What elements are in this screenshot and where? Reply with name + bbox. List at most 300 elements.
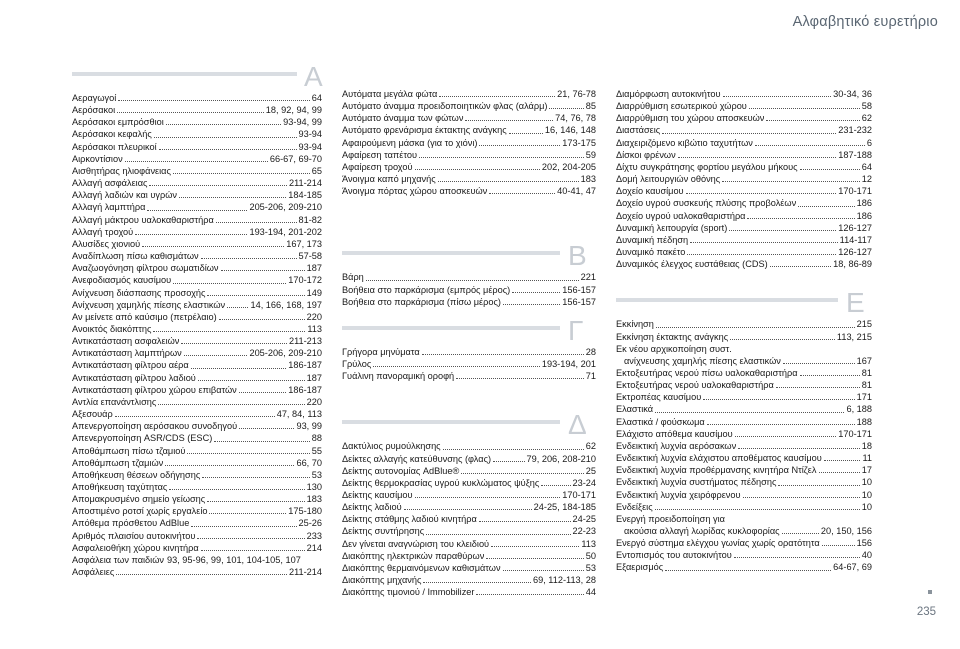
entry-pages: 215 [856, 319, 872, 330]
dot-leader [209, 513, 286, 514]
dot-leader [439, 96, 555, 97]
dot-leader [503, 304, 560, 305]
entry-term: Αφαίρεση ταπέτου [342, 149, 417, 160]
entry-term: Εκτροπέας καυσίμου [616, 392, 702, 403]
index-entry [72, 116, 322, 128]
index-entry [342, 358, 596, 370]
index-entry [616, 379, 872, 391]
entry-pages: 62 [585, 441, 596, 452]
page-header-title: Αλφαβητικό ευρετήριο [792, 14, 938, 30]
index-entry [72, 384, 322, 396]
dot-leader [191, 368, 287, 369]
entry-pages: 47, 84, 113 [276, 409, 322, 420]
index-entry [72, 92, 322, 104]
dot-leader [373, 366, 540, 367]
index-entry [72, 141, 322, 153]
entry-pages: 113 [581, 538, 596, 549]
dot-leader [149, 185, 286, 186]
dot-leader [118, 100, 309, 101]
entry-term: Δομή λειτουργιών οθόνης [616, 174, 721, 185]
dot-leader [489, 193, 555, 194]
dot-leader [770, 266, 831, 267]
entry-term: Δυναμικό πακέτο [616, 247, 686, 258]
entry-term: Αερόσακοι [72, 105, 116, 116]
dot-leader [419, 157, 584, 158]
entry-pages: 81 [861, 380, 872, 391]
entry-pages: 183 [580, 174, 596, 185]
entry-pages: 171 [856, 392, 872, 403]
entry-term: Ενδεικτική λυχνία ελάχιστου αποθέματος καυσίμου [616, 453, 822, 464]
entry-term: Αεραγωγοί [72, 93, 117, 103]
dot-leader [125, 161, 268, 162]
dot-leader [198, 380, 305, 381]
dot-leader [173, 283, 286, 284]
page-number: 235 [916, 606, 936, 618]
entry-pages: 24-25, 184-185 [533, 502, 596, 513]
index-entry [72, 396, 322, 408]
entry-term: Αλλαγή λαδιών και υγρών [72, 190, 177, 201]
entry-pages: 65 [311, 165, 322, 176]
index-entry [342, 173, 596, 185]
entry-pages: 184-185 [288, 190, 322, 201]
entry-term: Δίχτυ συγκράτησης φορτίου μεγάλου μήκους [616, 161, 798, 172]
index-entry [72, 445, 322, 457]
entry-pages: 114-117 [839, 234, 872, 245]
entry-pages: 23-24 [572, 477, 596, 488]
index-entry [342, 271, 596, 283]
index-entry [616, 428, 872, 440]
index-entry [72, 262, 322, 274]
section-rule [72, 72, 297, 76]
index-entry [616, 258, 872, 270]
index-entry [616, 185, 872, 197]
index-entry [616, 549, 872, 561]
dot-leader [461, 473, 584, 474]
dot-leader [690, 242, 838, 243]
entry-pages: 186-187 [288, 360, 322, 371]
dot-leader [735, 436, 837, 437]
entry-pages: 62 [861, 113, 872, 124]
index-entry [616, 88, 872, 100]
dot-leader [184, 355, 248, 356]
index-entry [72, 372, 322, 384]
entry-term: Αποθήκευση ταχύτητας [72, 482, 168, 492]
dot-leader [703, 399, 854, 400]
index-entry [72, 287, 322, 299]
entry-pages: 186-187 [288, 384, 322, 395]
entry-pages: 170-172 [288, 275, 322, 286]
entry-term: Δείκτης αυτονομίας AdBlue® [342, 465, 460, 476]
index-entry [72, 347, 322, 359]
dot-leader [686, 193, 837, 194]
entry-pages: 193-194, 201 [541, 359, 596, 370]
index-entry [72, 311, 322, 323]
dot-leader [456, 378, 584, 379]
index-entry [72, 299, 322, 311]
entry-term: Αν μείνετε από καύσιμο (πετρέλαιο) [72, 311, 217, 322]
section-header-d [342, 409, 596, 441]
dot-leader [783, 363, 855, 364]
dot-leader [465, 120, 553, 121]
dot-leader [722, 181, 860, 182]
entry-term: Εκκίνηση έκτακτης ανάγκης [616, 331, 729, 342]
index-entry [342, 525, 596, 537]
entry-term: Ασφάλειες [72, 567, 115, 578]
index-entry [72, 517, 322, 529]
section-header-g [342, 314, 596, 346]
entry-pages: 85 [585, 101, 596, 112]
entry-pages: 53 [311, 469, 322, 480]
index-entry [342, 124, 596, 136]
entry-pages: 221 [580, 272, 596, 283]
index-entry [342, 586, 596, 598]
dot-leader [512, 292, 560, 293]
entry-term: Αριθμός πλαισίου αυτοκινήτου [72, 530, 196, 541]
section-rule [342, 326, 560, 330]
index-entry [342, 550, 596, 562]
entry-pages: 55 [311, 445, 322, 456]
entry-term: Αυτόματο άναμμα των φώτων [342, 113, 464, 124]
entry-pages: 11 [862, 453, 872, 464]
entry-pages: 21, 76-78 [557, 89, 596, 99]
dot-leader [800, 169, 860, 170]
dot-leader [201, 550, 305, 551]
index-entry [616, 513, 872, 525]
entry-term: Διαρρύθμιση εσωτερικού χώρου [616, 101, 747, 112]
dot-leader [426, 534, 570, 535]
entry-pages: 167 [856, 355, 872, 366]
entry-term: Αιρκοντίσιον [72, 153, 123, 164]
entry-pages: 170-171 [838, 428, 872, 439]
index-entry [72, 153, 322, 165]
entry-pages: 22-23 [572, 526, 596, 537]
dot-leader [655, 509, 860, 510]
dot-leader [191, 526, 296, 527]
entry-term: Δείκτης θερμοκρασίας υγρού κυκλώματος ψύξης [342, 477, 540, 488]
index-entry [616, 234, 872, 246]
dot-leader [486, 558, 583, 559]
section-letter: Γ [568, 314, 584, 346]
dot-leader [239, 428, 294, 429]
dot-leader [438, 181, 579, 182]
entry-pages: 71 [585, 371, 596, 382]
entry-term: Εκτοξευτήρας νερού πίσω υαλοκαθαριστήρα [616, 367, 798, 378]
entry-pages: 64 [311, 93, 322, 103]
dot-leader [822, 545, 855, 546]
index-entry [616, 161, 872, 173]
entry-pages: 220 [306, 311, 322, 322]
dot-leader [662, 133, 836, 134]
entry-pages: 220 [306, 396, 322, 407]
entry-term: Αφαίρεση τροχού [342, 161, 413, 172]
index-entry [616, 525, 872, 537]
entry-pages: 81 [861, 367, 872, 378]
entry-term: Ανίχνευση χαμηλής πίεσης ελαστικών [72, 299, 226, 310]
entry-term: Αποθάμπωση πίσω τζαμιού [72, 445, 186, 456]
dot-leader [819, 472, 860, 473]
index-entry [72, 177, 322, 189]
entry-term: Ενδεικτική λυχνία αερόσακων [616, 440, 737, 451]
entry-term: Ασφαλειοθήκη χώρου κινητήρα [72, 542, 199, 553]
index-entry [72, 554, 322, 566]
entry-term: Αλυσίδες χιονιού [72, 238, 141, 249]
dot-leader [227, 307, 248, 308]
entry-pages: 170-171 [562, 489, 596, 500]
entry-pages: 170-171 [838, 186, 872, 197]
dot-leader [142, 246, 284, 247]
entry-pages: 214 [306, 542, 322, 553]
entry-term: Αποστιμένο ροτσί χωρίς εργαλείο [72, 506, 208, 517]
dot-leader [678, 157, 837, 158]
index-entry [72, 201, 322, 213]
entry-pages: 57-58 [298, 251, 322, 262]
dot-leader [509, 133, 543, 134]
entry-term: Ενδεικτική λυχνία χειρόφρενου [616, 489, 741, 500]
index-entry [342, 284, 596, 296]
entry-term: Εξαερισμός [616, 562, 664, 573]
entry-term: Απόθεμα πρόσθετου AdBlue [72, 518, 190, 529]
entry-pages: 16, 146, 148 [544, 125, 596, 136]
index-entry [72, 420, 322, 432]
entry-term: Ανοικτός διακόπτης [72, 323, 152, 334]
entry-term: Αλλαγή τροχού [72, 226, 134, 237]
entry-pages: 175-180 [288, 506, 322, 517]
section-letter: B [568, 240, 587, 272]
entry-pages: 53 [585, 562, 596, 573]
index-entry [72, 481, 322, 493]
index-entry [342, 574, 596, 586]
entry-term: Ενδεικτική λυχνία προθέρμανσης κινητήρα Ντίζελ [616, 465, 817, 476]
entry-pages: 30-34, 36 [833, 89, 872, 99]
entry-term: Δείκτης στάθμης λαδιού κινητήρα [342, 514, 477, 525]
index-entry [616, 391, 872, 403]
dot-leader [214, 441, 310, 442]
entry-term: Εκτοξευτήρας νερού υαλοκαθαριστήρα [616, 380, 774, 391]
entry-pages: 93, 95-96, 99, 101, 104-105, 107 [166, 554, 301, 565]
dot-leader [135, 234, 247, 235]
entry-term: Δεν γίνεται αναγνώριση του κλειδιού [342, 538, 490, 549]
index-list-d [342, 440, 596, 598]
dot-leader [179, 197, 286, 198]
index-entry [72, 457, 322, 469]
index-entry [616, 318, 872, 330]
entry-term: Αφαιρούμενη μάσκα (για το χιόνι) [342, 137, 478, 148]
entry-pages: 156 [856, 538, 872, 549]
entry-term: Αερόσακοι κεφαλής [72, 129, 152, 140]
entry-pages: 25-26 [298, 518, 322, 529]
entry-term: Δακτύλιος ρυμούλκησης [342, 441, 441, 452]
index-entry [72, 493, 322, 505]
index-entry [72, 165, 322, 177]
entry-pages: 40-41, 47 [557, 186, 596, 197]
entry-pages: 113 [307, 323, 322, 334]
entry-pages: 93-94, 99 [283, 117, 322, 128]
dot-leader [656, 327, 855, 328]
entry-term: Απενεργοποίηση ASR/CDS (ESC) [72, 433, 213, 444]
entry-pages: 14, 166, 168, 197 [250, 299, 322, 310]
index-list-g [342, 346, 596, 382]
dot-leader [158, 404, 304, 405]
dot-leader [159, 149, 297, 150]
entry-pages: 211-214 [288, 178, 322, 189]
entry-term: Αναδίπλωση πίσω καθισμάτων [72, 251, 199, 262]
entry-pages: 17 [861, 465, 872, 476]
index-entry [616, 476, 872, 488]
entry-pages: 188 [856, 416, 872, 427]
dot-leader [655, 412, 844, 413]
entry-term: Βάρη [342, 272, 364, 283]
entry-pages: 66, 70 [296, 457, 322, 468]
entry-term: Αερόσακοι πλευρικοί [72, 141, 157, 152]
index-entry [342, 501, 596, 513]
dot-leader [207, 501, 304, 502]
index-entry [72, 189, 322, 201]
entry-pages: 58 [861, 101, 872, 112]
entry-pages: 59 [585, 149, 596, 160]
index-entry [616, 112, 872, 124]
entry-term: Διακόπτης μηχανής [342, 575, 422, 586]
dot-leader [165, 465, 294, 466]
section-rule [342, 420, 560, 424]
index-entry [342, 137, 596, 149]
entry-pages: 18, 86-89 [833, 259, 872, 270]
index-entry [72, 530, 322, 542]
dot-leader [493, 461, 524, 462]
index-entry [616, 537, 872, 549]
entry-term: Ελαστικά / φούσκωμα [616, 416, 705, 427]
entry-term: Αποθήκευση θέσεων οδήγησης [72, 469, 201, 480]
entry-pages: 173-175 [562, 137, 596, 148]
dot-leader [422, 354, 584, 355]
entry-pages: 6, 188 [846, 404, 872, 415]
index-entry [72, 408, 322, 420]
dot-leader [479, 521, 571, 522]
dot-leader [491, 546, 579, 547]
entry-pages: 205-206, 209-210 [249, 202, 322, 213]
section-letter: E [846, 287, 865, 319]
entry-pages: 113, 215 [836, 331, 872, 342]
entry-term: Άνοιγμα καπό μηχανής [342, 174, 436, 185]
entry-pages: 10 [861, 501, 872, 512]
entry-term: Άνοιγμα πόρτας χώρου αποσκευών [342, 186, 488, 197]
dot-leader [503, 570, 584, 571]
entry-term: Βοήθεια στο παρκάρισμα (πίσω μέρος) [342, 296, 501, 307]
entry-term: Αξεσουάρ [72, 409, 113, 420]
dot-leader [734, 557, 860, 558]
index-entry [616, 464, 872, 476]
index-entry [342, 562, 596, 574]
entry-pages: 6 [866, 137, 872, 148]
index-entry [616, 197, 872, 209]
entry-pages: 231-232 [838, 125, 872, 136]
entry-term: Απομακρυσμένο σημείο γείωσης [72, 494, 206, 505]
entry-term: Αποθάμπωση τζαμιών [72, 457, 164, 468]
dot-leader [154, 137, 297, 138]
entry-pages: 126-127 [838, 222, 872, 233]
index-column-2 [342, 68, 596, 598]
entry-term: Αντικατάσταση λαμπτήρων [72, 348, 182, 359]
dot-leader [687, 254, 836, 255]
entry-pages: 50 [585, 550, 596, 561]
entry-term: Ασφάλεια των παιδιών [72, 554, 164, 565]
index-entry [72, 505, 322, 517]
dot-leader [181, 343, 287, 344]
entry-pages: 211-214 [288, 567, 322, 578]
dot-leader [415, 497, 561, 498]
entry-pages: 64 [861, 161, 872, 172]
index-entry [616, 489, 872, 501]
index-entry [342, 440, 596, 452]
entry-term: Εκκίνηση [616, 319, 654, 330]
dot-leader [239, 392, 287, 393]
entry-term: Διαρρύθμιση του χώρου αποσκευών [616, 113, 765, 124]
dot-leader [782, 533, 819, 534]
entry-pages: 187-188 [838, 149, 872, 160]
entry-term: Αντλία επανάντλισης [72, 396, 157, 407]
entry-pages: 130 [306, 482, 322, 492]
dot-leader [766, 120, 859, 121]
entry-term: ανίχνευσης χαμηλής πίεσης ελαστικών [624, 355, 781, 366]
entry-term: Γυάλινη πανοραμική οροφή [342, 371, 455, 382]
entry-pages: 88 [311, 433, 322, 444]
entry-term: Ελαστικά [616, 404, 654, 415]
entry-term: Βοήθεια στο παρκάρισμα (εμπρός μέρος) [342, 284, 511, 295]
entry-pages: 187 [306, 263, 322, 274]
entry-pages: 93-94 [298, 141, 322, 152]
dot-leader [665, 570, 831, 571]
entry-pages: 156-157 [562, 284, 596, 295]
entry-term: Διαμόρφωση αυτοκινήτου [616, 89, 721, 99]
dot-leader [415, 169, 540, 170]
dot-leader [443, 449, 584, 450]
entry-pages: 187 [306, 372, 322, 383]
index-entry [72, 542, 322, 554]
section-rule [616, 298, 838, 302]
dot-leader [749, 108, 860, 109]
section-rule [342, 251, 560, 255]
entry-term: Ελάχιστο απόθεμα καυσίμου [616, 428, 733, 439]
index-entry [616, 440, 872, 452]
dot-leader [117, 112, 264, 113]
section-header-e [616, 287, 872, 319]
index-entry [616, 416, 872, 428]
index-list-b [342, 271, 596, 307]
entry-term: Διακόπτης τιμονιού / Immobilizer [342, 587, 475, 598]
entry-term: Δυναμικός έλεγχος ευστάθειας (CDS) [616, 259, 768, 270]
index-list-a [72, 92, 322, 578]
entry-pages: 233 [306, 530, 322, 541]
entry-term: Ενεργή προειδοποίηση για [616, 513, 725, 524]
dot-leader [197, 538, 304, 539]
entry-pages: 64-67, 69 [833, 562, 872, 573]
dot-leader [187, 453, 309, 454]
index-entry [616, 246, 872, 258]
entry-pages: 25 [585, 465, 596, 476]
entry-term: Ανίχνευση διάσπασης προσοχής [72, 287, 206, 298]
dot-leader [219, 319, 305, 320]
dot-leader [738, 448, 860, 449]
dot-leader [776, 387, 860, 388]
entry-pages: 69, 112-113, 28 [532, 575, 596, 586]
entry-term: Αισθητήρας ηλιοφάνειας [72, 165, 171, 176]
entry-term: Γρύλος [342, 359, 372, 370]
entry-term: Αλλαγή λαμπτήρα [72, 202, 146, 213]
dot-leader [423, 582, 531, 583]
corner-marker [928, 590, 932, 594]
index-entry [616, 452, 872, 464]
entry-pages: 79, 206, 208-210 [526, 453, 596, 464]
dot-leader [541, 485, 570, 486]
